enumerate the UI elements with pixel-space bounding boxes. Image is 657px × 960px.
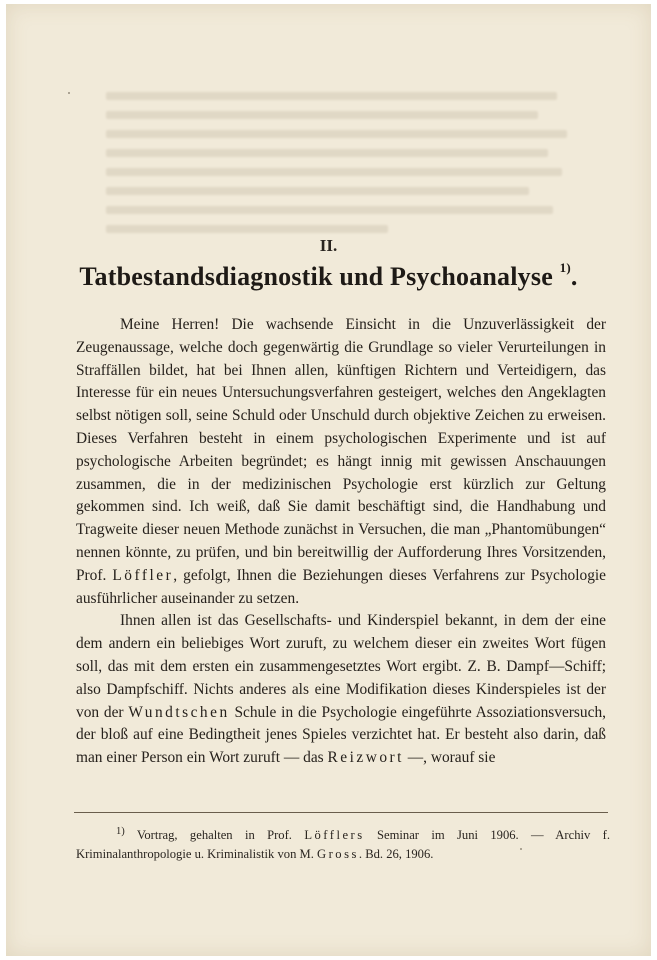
footnote-body bbox=[76, 822, 610, 864]
paragraph-2 bbox=[76, 610, 606, 770]
name-loeffler: Löffler bbox=[112, 566, 174, 584]
footnote-marker: 1) bbox=[116, 826, 125, 837]
footnote-divider bbox=[74, 812, 608, 813]
paragraph-2-text-c: —, worauf sie bbox=[403, 749, 496, 767]
body-text bbox=[76, 314, 606, 770]
name-wundtschen: Wundtschen bbox=[128, 703, 230, 721]
footnote-name-gross: Gross bbox=[317, 847, 359, 862]
term-reizwort: Reizwort bbox=[327, 749, 404, 767]
title-footnote-marker: 1) bbox=[559, 260, 571, 275]
chapter-number: II. bbox=[319, 236, 338, 255]
footnote-name-loefflers: Löfflers bbox=[304, 828, 365, 843]
paragraph-1-text-a: Meine Herren! Die wachsende Einsicht in die Unzuverlässigkeit der Zeugenaussage, welche doch gegenwärtig die Grundlage so vieler Verurteilungen in Straffällen bildet, hat bei Ihnen allen, künftigen Richtern und Verteidigern, das Interesse für ein neues Untersuchungsverfahren gesteigert, welches den Angeklagten selbst nötigen soll, seine Schuld oder Unschuld durch objektive Zeichen zu erweisen. Dieses Verfahren besteht in einem psychologischen Experimente und ist auf psychologische Arbeiten begründet; es hängt innig mit gewissen Anschauungen zusammen, die in der medizinischen Psychologie erst kürzlich zur Geltung gekommen sind. Ich weiß, daß Sie damit beschäftigt sind, die Handhabung und Tragweite dieser neuen Methode zunächst in Versuchen, die man „Phantomübungen“ nennen könnte, zu prüfen, und bin bereitwillig der Aufforderung Ihres Vorsitzenden, Prof. bbox=[76, 316, 606, 584]
footnote-text-b: Seminar im Juni 1906. — Archiv f. Kriminalanthropologie u. Kriminalistik von M. bbox=[76, 828, 610, 862]
paragraph-1 bbox=[76, 314, 606, 610]
paragraph-2-text-a: Ihnen allen ist das Gesellschafts- und Kinderspiel bekannt, in dem der eine dem andern ein beliebiges Wort zuruft, zu welchem dieser ein zweites Wort fügen soll, das mit dem ersten ein zusammengesetztes Wort ergibt. Z. B. Dampf—Schiff; also Dampfschiff. Nichts anderes als eine Modifikation dieses Kinderspieles ist der von der bbox=[76, 612, 606, 721]
page-title: Tatbestandsdiagnostik und Psychoanalyse $^{1)}$. bbox=[79, 260, 578, 291]
footnote-text-c: . Bd. 26, 1906. bbox=[358, 847, 434, 862]
footnote bbox=[76, 822, 610, 864]
title-text: Tatbestandsdiagnostik und Psychoanalyse bbox=[79, 262, 553, 291]
footnote-text-a: Vortrag, gehalten in Prof. bbox=[124, 828, 305, 843]
paper-speck bbox=[520, 848, 522, 850]
paper-speck bbox=[68, 92, 70, 94]
paragraph-2-text-b: Schule in die Psychologie eingeführte Assoziationsversuch, der bloß auf eine Bedingtheit jenes Spieles verzichtet hat. Er besteht also darin, daß man einer Person ein Wort zuruft — das bbox=[76, 703, 606, 767]
show-through-text bbox=[106, 92, 576, 252]
paragraph-1-text-b: , gefolgt, Ihnen die Beziehungen dieses Verfahrens zur Psychologie ausführlicher auseinander zu setzen. bbox=[76, 566, 606, 607]
